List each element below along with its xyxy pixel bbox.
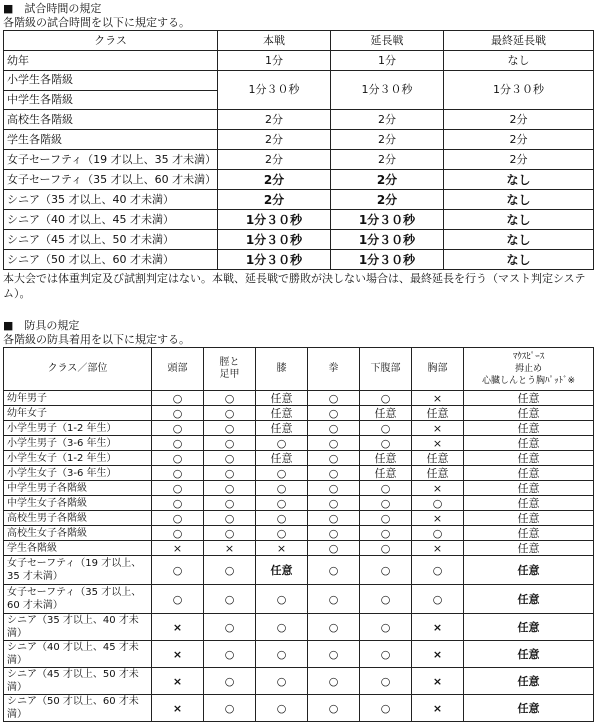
value-cell: ○ (204, 668, 256, 695)
class-cell: 高校生男子各階級 (4, 511, 152, 526)
table-row (4, 110, 594, 130)
value-cell: 2分 (331, 150, 444, 170)
class-cell: 幼年 (4, 51, 218, 71)
col-head: 頭部 (152, 348, 204, 391)
class-cell: 小学生女子（1-2 年生） (4, 451, 152, 466)
value-cell: × (412, 511, 464, 526)
value-cell: 任意 (464, 466, 594, 481)
table-row (4, 481, 594, 496)
value-cell: ○ (412, 496, 464, 511)
table-row (4, 391, 594, 406)
table-row (4, 150, 594, 170)
value-cell: ○ (360, 481, 412, 496)
value-cell: 1分３０秒 (218, 250, 331, 270)
value-cell: ○ (308, 481, 360, 496)
value-cell: ○ (256, 466, 308, 481)
value-cell: 2分 (331, 110, 444, 130)
value-cell: ○ (204, 511, 256, 526)
value-cell: 1分３０秒 (331, 210, 444, 230)
class-cell: シニア（50 才以上、60 才未満） (4, 695, 152, 722)
value-cell: 任意 (464, 614, 594, 641)
value-cell: ○ (256, 526, 308, 541)
table-row (4, 556, 594, 585)
class-cell: 小学生男子（1-2 年生） (4, 421, 152, 436)
class-cell: 女子セーフティ（19 才以上、35 才未満） (4, 556, 152, 585)
value-cell: 1分３０秒 (331, 230, 444, 250)
class-cell: 中学生女子各階級 (4, 496, 152, 511)
value-cell: ○ (360, 421, 412, 436)
value-cell: ○ (308, 466, 360, 481)
value-cell: 2分 (218, 190, 331, 210)
value-cell: 任意 (412, 406, 464, 421)
value-cell: ○ (204, 421, 256, 436)
class-cell: 女子セーフティ（35 才以上、60 才未満） (4, 585, 152, 614)
value-cell: ○ (360, 668, 412, 695)
value-cell: 任意 (464, 436, 594, 451)
value-cell: ○ (360, 391, 412, 406)
value-cell: なし (444, 250, 594, 270)
value-cell: ○ (152, 526, 204, 541)
value-cell: ○ (152, 421, 204, 436)
value-cell: ○ (152, 391, 204, 406)
value-cell: 任意 (412, 466, 464, 481)
value-cell: ○ (308, 526, 360, 541)
value-cell: ○ (256, 585, 308, 614)
value-cell: × (152, 641, 204, 668)
value-cell: ○ (152, 436, 204, 451)
value-cell: ○ (256, 668, 308, 695)
table-row (4, 451, 594, 466)
value-cell: ○ (152, 466, 204, 481)
value-cell: ○ (308, 641, 360, 668)
table-row (4, 695, 594, 722)
value-cell: ○ (412, 585, 464, 614)
value-cell: × (152, 695, 204, 722)
class-cell: シニア（45 才以上、50 才未満） (4, 668, 152, 695)
document-page (3, 2, 593, 722)
value-cell: × (204, 541, 256, 556)
value-cell: ○ (308, 695, 360, 722)
value-cell: 任意 (464, 695, 594, 722)
value-cell: 任意 (464, 481, 594, 496)
value-cell: 2分 (331, 190, 444, 210)
class-cell: 幼年女子 (4, 406, 152, 421)
value-cell: ○ (308, 496, 360, 511)
value-cell: × (152, 614, 204, 641)
value-cell: ○ (256, 496, 308, 511)
value-cell: ○ (308, 421, 360, 436)
class-cell: シニア（35 才以上、40 才未満） (4, 614, 152, 641)
value-cell: ○ (152, 451, 204, 466)
value-cell: 2分 (331, 130, 444, 150)
value-cell: ○ (360, 641, 412, 668)
value-cell: なし (444, 190, 594, 210)
value-cell: ○ (204, 481, 256, 496)
col-extension: 延長戦 (331, 31, 444, 51)
value-cell: ○ (308, 451, 360, 466)
table-row (4, 466, 594, 481)
value-cell: 任意 (464, 541, 594, 556)
protector-table-body (3, 390, 594, 722)
value-cell: × (412, 695, 464, 722)
value-cell: ○ (152, 406, 204, 421)
table-row (4, 541, 594, 556)
col-chest: 胸部 (412, 348, 464, 391)
value-cell: ○ (308, 511, 360, 526)
class-cell: 学生各階級 (4, 541, 152, 556)
class-cell: シニア（45 才以上、50 才未満） (4, 230, 218, 250)
value-cell: × (412, 668, 464, 695)
value-cell: 1分３０秒 (331, 71, 444, 110)
value-cell: 任意 (464, 496, 594, 511)
class-cell-merged (4, 71, 218, 110)
class-cell: 高校生各階級 (4, 110, 218, 130)
value-cell: 任意 (464, 406, 594, 421)
col-fist: 拳 (308, 348, 360, 391)
value-cell: ○ (204, 406, 256, 421)
value-cell: なし (444, 51, 594, 71)
value-cell: 任意 (256, 421, 308, 436)
value-cell: 2分 (218, 110, 331, 130)
value-cell: 任意 (256, 391, 308, 406)
value-cell: なし (444, 170, 594, 190)
col-last-line2: 拇止め (514, 364, 542, 374)
value-cell: 1分３０秒 (218, 210, 331, 230)
class-cell-line1: 小学生各階級 (4, 71, 217, 91)
value-cell: ○ (412, 526, 464, 541)
class-cell: シニア（40 才以上、45 才未満） (4, 210, 218, 230)
value-cell: ○ (204, 526, 256, 541)
class-cell-line2: 中学生各階級 (7, 93, 73, 106)
value-cell: ○ (204, 451, 256, 466)
col-main-bout: 本戦 (218, 31, 331, 51)
protector-intro: 各階級の防具着用を以下に規定する。 (3, 333, 190, 346)
class-cell: 女子セーフティ（35 才以上、60 才未満） (4, 170, 218, 190)
value-cell: ○ (204, 614, 256, 641)
value-cell: × (412, 641, 464, 668)
value-cell: × (412, 481, 464, 496)
class-cell: シニア（50 才以上、60 才未満） (4, 250, 218, 270)
value-cell: 任意 (464, 451, 594, 466)
table-row (4, 511, 594, 526)
class-cell: 高校生女子各階級 (4, 526, 152, 541)
value-cell: 任意 (256, 406, 308, 421)
table-header-row (4, 348, 594, 391)
value-cell: 任意 (360, 466, 412, 481)
match-time-heading: ■ 試合時間の規定 (3, 2, 102, 15)
match-time-note: 本大会では体重判定及び試割判定はない。本戦、延長戦で勝敗が決しない場合は、最終延長を行う（マスト判定システム）。 (3, 272, 586, 300)
value-cell: × (152, 668, 204, 695)
value-cell: ○ (256, 614, 308, 641)
table-row (4, 51, 594, 71)
value-cell: なし (444, 230, 594, 250)
col-class-part: クラス／部位 (4, 348, 152, 391)
col-groin: 下腹部 (360, 348, 412, 391)
table-row (4, 614, 594, 641)
value-cell: ○ (256, 481, 308, 496)
table-row (4, 641, 594, 668)
value-cell: ○ (204, 641, 256, 668)
value-cell: ○ (256, 695, 308, 722)
value-cell: ○ (256, 436, 308, 451)
value-cell: ○ (204, 556, 256, 585)
value-cell: ○ (152, 481, 204, 496)
value-cell: 2分 (218, 170, 331, 190)
value-cell: ○ (152, 496, 204, 511)
value-cell: ○ (308, 541, 360, 556)
value-cell: ○ (204, 695, 256, 722)
class-cell: 女子セーフティ（19 才以上、35 才未満） (4, 150, 218, 170)
value-cell: ○ (308, 614, 360, 641)
table-row (4, 421, 594, 436)
value-cell: 1分 (218, 51, 331, 71)
class-cell: 小学生男子（3-6 年生） (4, 436, 152, 451)
protector-heading: ■ 防具の規定 (3, 319, 80, 332)
value-cell: 任意 (464, 556, 594, 585)
value-cell: 任意 (256, 556, 308, 585)
table-row (4, 250, 594, 270)
value-cell: ○ (360, 556, 412, 585)
table-row (4, 170, 594, 190)
spacer (3, 301, 593, 319)
value-cell: 1分３０秒 (444, 71, 594, 110)
class-cell: 学生各階級 (4, 130, 218, 150)
value-cell: ○ (360, 614, 412, 641)
col-last-line1: ﾏｳｽﾋﾟｰｽ (512, 352, 545, 362)
value-cell: 任意 (464, 526, 594, 541)
value-cell: ○ (256, 511, 308, 526)
col-class: クラス (4, 31, 218, 51)
value-cell: ○ (308, 436, 360, 451)
table-row (4, 496, 594, 511)
value-cell: 2分 (331, 170, 444, 190)
value-cell: ○ (308, 406, 360, 421)
value-cell: 1分３０秒 (218, 230, 331, 250)
class-cell: シニア（35 才以上、40 才未満） (4, 190, 218, 210)
value-cell: ○ (204, 466, 256, 481)
protector-table (3, 347, 594, 391)
table-row (4, 230, 594, 250)
value-cell: × (412, 421, 464, 436)
table-row (4, 436, 594, 451)
value-cell: ○ (308, 391, 360, 406)
col-knee: 膝 (256, 348, 308, 391)
value-cell: 任意 (360, 451, 412, 466)
value-cell: ○ (412, 556, 464, 585)
value-cell: ○ (360, 436, 412, 451)
value-cell: 任意 (464, 511, 594, 526)
value-cell: ○ (204, 391, 256, 406)
value-cell: 任意 (256, 451, 308, 466)
table-row (4, 585, 594, 614)
value-cell: 2分 (218, 130, 331, 150)
value-cell: ○ (308, 668, 360, 695)
col-shin-line1: 脛と (219, 357, 240, 368)
value-cell: 2分 (218, 150, 331, 170)
col-mouthpiece-group (464, 348, 594, 391)
value-cell: ○ (360, 526, 412, 541)
value-cell: 任意 (464, 391, 594, 406)
value-cell: ○ (308, 585, 360, 614)
col-final-extension: 最終延長戦 (444, 31, 594, 51)
value-cell: 1分 (331, 51, 444, 71)
table-header-row (4, 31, 594, 51)
value-cell: × (412, 436, 464, 451)
value-cell: 1分３０秒 (331, 250, 444, 270)
value-cell: × (412, 614, 464, 641)
value-cell: 任意 (464, 421, 594, 436)
table-row (4, 130, 594, 150)
class-cell: 幼年男子 (4, 391, 152, 406)
class-cell: 小学生女子（3-6 年生） (4, 466, 152, 481)
col-last-line3: 心臓しんとう胸ﾊﾟｯﾄﾞ※ (481, 376, 576, 386)
table-row (4, 190, 594, 210)
value-cell: ○ (308, 556, 360, 585)
table-row (4, 210, 594, 230)
match-time-intro: 各階級の試合時間を以下に規定する。 (3, 16, 190, 29)
value-cell: 任意 (464, 585, 594, 614)
value-cell: × (412, 391, 464, 406)
value-cell: ○ (204, 585, 256, 614)
class-cell: シニア（40 才以上、45 才未満） (4, 641, 152, 668)
value-cell: ○ (152, 511, 204, 526)
value-cell: × (412, 541, 464, 556)
value-cell: 2分 (444, 130, 594, 150)
value-cell: ○ (360, 496, 412, 511)
class-cell: 中学生男子各階級 (4, 481, 152, 496)
table-row (4, 668, 594, 695)
value-cell: × (256, 541, 308, 556)
value-cell: 2分 (444, 110, 594, 130)
col-shin-line2: 足甲 (219, 369, 240, 380)
value-cell: 1分３０秒 (218, 71, 331, 110)
value-cell: なし (444, 210, 594, 230)
value-cell: ○ (360, 511, 412, 526)
value-cell: ○ (256, 641, 308, 668)
col-shin-instep (204, 348, 256, 391)
value-cell: 任意 (464, 668, 594, 695)
value-cell: ○ (360, 585, 412, 614)
table-row (4, 71, 594, 110)
value-cell: 任意 (360, 406, 412, 421)
value-cell: 任意 (412, 451, 464, 466)
value-cell: ○ (152, 556, 204, 585)
value-cell: × (152, 541, 204, 556)
value-cell: ○ (152, 585, 204, 614)
value-cell: ○ (360, 541, 412, 556)
value-cell: ○ (360, 695, 412, 722)
table-row (4, 406, 594, 421)
value-cell: ○ (204, 436, 256, 451)
value-cell: 2分 (444, 150, 594, 170)
value-cell: ○ (204, 496, 256, 511)
value-cell: 任意 (464, 641, 594, 668)
table-row (4, 526, 594, 541)
match-time-table (3, 30, 594, 270)
